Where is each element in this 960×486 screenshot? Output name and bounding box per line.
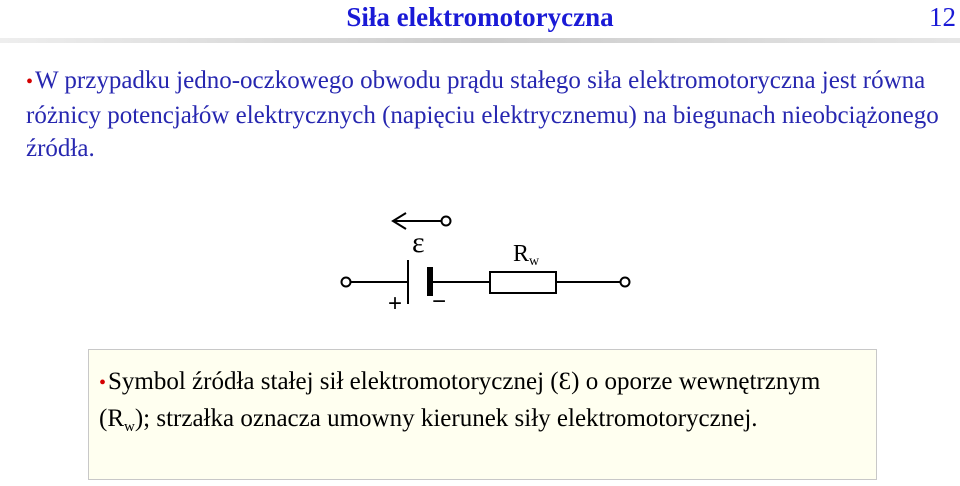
bullet-icon: • — [26, 71, 34, 93]
circuit-diagram — [330, 208, 640, 320]
caption-box — [88, 349, 877, 480]
emf-symbol: ε — [412, 226, 425, 259]
bullet-icon: • — [99, 372, 107, 394]
resistor-label-sub: w — [529, 254, 540, 269]
title-divider — [0, 38, 960, 43]
left-terminal — [342, 278, 351, 287]
internal-resistor — [490, 272, 556, 293]
resistor-label-main: R — [513, 241, 530, 267]
resistor-label — [513, 241, 540, 269]
page-number: 12 — [929, 2, 956, 32]
caption-part1: Symbol źródła stałej sił elektromotorycznej (Ɛ) o oporze wewnętrznym (R — [99, 368, 821, 432]
slide-title: Siła elektromotoryczna — [346, 2, 614, 32]
caption-part2: ); strzałka oznacza umowny kierunek siły elektromotorycznej. — [134, 405, 758, 432]
caption-text — [99, 364, 869, 436]
caption-subscript: w — [124, 419, 135, 435]
intro-text: W przypadku jedno-oczkowego obwodu prądu stałego siła elektromotoryczna jest równa różnicy potencjałów elektrycznych (napięciu elektrycznemu) na biegunach nieobciążonego źródła. — [26, 67, 939, 162]
minus-label: − — [432, 288, 447, 315]
right-terminal — [621, 278, 630, 287]
plus-label: + — [388, 290, 403, 317]
intro-paragraph — [26, 64, 946, 165]
